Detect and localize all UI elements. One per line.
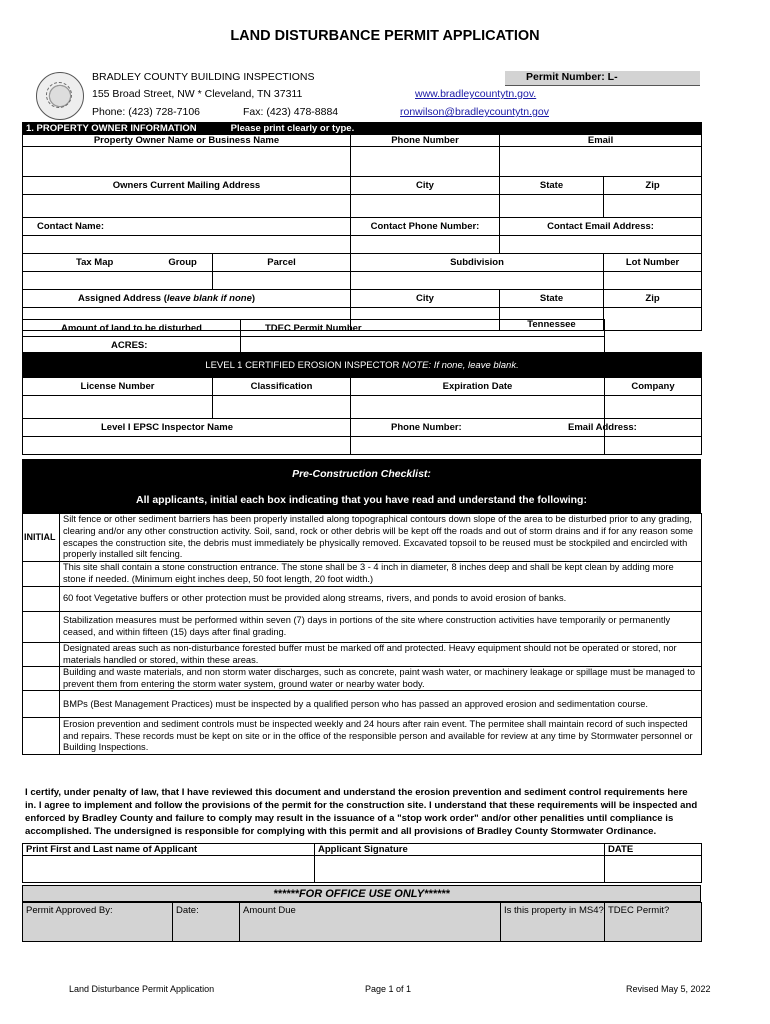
initial-label: INITIAL bbox=[23, 514, 60, 562]
property-owner-table bbox=[22, 122, 702, 331]
permit-number-field[interactable] bbox=[505, 71, 700, 86]
signature-label: Applicant Signature bbox=[315, 844, 605, 856]
state-field[interactable] bbox=[500, 195, 604, 218]
section1-heading: 1. PROPERTY OWNER INFORMATION Please print clearly or type. bbox=[23, 123, 702, 135]
parcel-label: Parcel bbox=[213, 254, 351, 272]
org-phone: Phone: (423) 728-7106 bbox=[92, 106, 200, 118]
checklist-item: This site shall contain a stone construction entrance. The stone shall be 3 - 4 inch in diameter, 8 inches deep and shall be kept clean by adding more stone if needed. (Minimum eight inches deep, 50 foot length, 20 foot width.) bbox=[60, 562, 702, 587]
print-name-field[interactable] bbox=[23, 856, 315, 883]
city-field[interactable] bbox=[351, 195, 500, 218]
approved-by-field[interactable] bbox=[23, 903, 173, 942]
email-label: Email bbox=[500, 135, 702, 147]
initial-box[interactable] bbox=[23, 587, 60, 612]
state2-label: State bbox=[500, 290, 604, 308]
mailing-address-field[interactable] bbox=[23, 195, 351, 218]
phone-number-field[interactable] bbox=[351, 147, 500, 177]
tax-map-group-labels: Tax Map Group bbox=[23, 254, 213, 272]
certification-statement: I certify, under penalty of law, that I have reviewed this document and understand the erosion prevention and sediment control requirements here in. I agree to implement and follow the provisions of the permit for the construction site. I understand that these requirements will be inspected and enforced by Bradley County and failure to comply may result in the issuance of a "stop work order" and/or other penalities until compliance is accomplished. The undersigned is responsible for complying with this permit and all provisions of Bradley County Stormwater Ordinance. bbox=[25, 787, 698, 837]
org-name: BRADLEY COUNTY BUILDING INSPECTIONS bbox=[92, 71, 315, 83]
expiration-field[interactable] bbox=[351, 396, 605, 419]
page-title: LAND DISTURBANCE PERMIT APPLICATION bbox=[230, 28, 540, 44]
tdec-label: TDEC Permit? bbox=[608, 905, 670, 916]
footer-page: Page 1 of 1 bbox=[365, 984, 412, 994]
city2-label: City bbox=[351, 290, 500, 308]
company-field[interactable] bbox=[605, 396, 702, 419]
email-link[interactable]: ronwilson@bradleycountytn.gov bbox=[400, 106, 549, 118]
contact-email-label: Contact Email Address: bbox=[500, 218, 702, 236]
contact-name-field[interactable] bbox=[23, 236, 351, 254]
checklist-table bbox=[22, 513, 702, 755]
inspector-phone-field[interactable] bbox=[351, 437, 605, 455]
amount-due-label: Amount Due bbox=[243, 905, 296, 916]
state-label: State bbox=[500, 177, 604, 195]
footer-revised: Revised May 5, 2022 bbox=[626, 984, 711, 994]
contact-email-field[interactable] bbox=[500, 236, 702, 254]
tax-map-group-field[interactable] bbox=[23, 272, 213, 290]
subdivision-field[interactable] bbox=[351, 272, 604, 290]
initial-box[interactable] bbox=[23, 562, 60, 587]
checklist-item: Building and waste materials, and non storm water discharges, such as concrete, paint wash water, or machinery leakage or spillage must be managed to prevent them from entering the storm water system, ground water or nearby water body. bbox=[60, 667, 702, 691]
owner-name-field[interactable] bbox=[23, 147, 351, 177]
checklist-item: Designated areas such as non-disturbance forested buffer must be marked off and protected. Heavy equipment should not be operated or stored, nor materials handled or stored, within these areas. bbox=[60, 643, 702, 667]
assigned-address-label: Assigned Address (leave blank if none) bbox=[23, 290, 351, 308]
inspector-email-label: Email Address: bbox=[605, 419, 702, 437]
checklist-item: Stabilization measures must be performed within seven (7) days in portions of the site where construction activities have temporarily or permanently ceased, and within fifteen (15) days after final grading. bbox=[60, 612, 702, 643]
org-address: 155 Broad Street, NW * Cleveland, TN 37311 bbox=[92, 88, 303, 100]
subdivision-label: Subdivision bbox=[351, 254, 604, 272]
initial-box[interactable] bbox=[23, 612, 60, 643]
classification-field[interactable] bbox=[213, 396, 351, 419]
date-label: DATE bbox=[605, 844, 702, 856]
phone-number-label: Phone Number bbox=[351, 135, 500, 147]
print-name-label: Print First and Last name of Applicant bbox=[23, 844, 315, 856]
inspector-name-field[interactable] bbox=[23, 437, 351, 455]
checklist-subheading: All applicants, initial each box indicating that you have read and understand the following: bbox=[136, 494, 587, 506]
signature-table bbox=[22, 843, 702, 883]
website-link[interactable]: www.bradleycountytn.gov. bbox=[415, 88, 537, 100]
office-date-label: Date: bbox=[176, 905, 199, 916]
inspector-email-field[interactable] bbox=[605, 437, 702, 455]
amount-land-label: Amount of land to be disturbed bbox=[23, 320, 241, 337]
contact-name-label: Contact Name: bbox=[23, 218, 351, 236]
inspector-phone-label: Phone Number: bbox=[351, 419, 605, 437]
mailing-address-label: Owners Current Mailing Address bbox=[23, 177, 351, 195]
checklist-item: Erosion prevention and sediment controls must be inspected weekly and 24 hours after rain event. The permitee shall maintain record of such inspected and repairs. These records must be kept on site or in the office of the responsible person and available for review at any time by Stormwater personnel or Building Inspections. bbox=[60, 718, 702, 755]
expiration-label: Expiration Date bbox=[351, 378, 605, 396]
city-label: City bbox=[351, 177, 500, 195]
license-field[interactable] bbox=[23, 396, 213, 419]
initial-box[interactable] bbox=[23, 643, 60, 667]
lot-number-field[interactable] bbox=[604, 272, 702, 290]
org-fax: Fax: (423) 478-8884 bbox=[243, 106, 339, 118]
tdec-permit-label: TDEC Permit Number bbox=[241, 320, 605, 337]
contact-phone-field[interactable] bbox=[351, 236, 500, 254]
approved-by-label: Permit Approved By: bbox=[26, 905, 113, 916]
checklist-item: 60 foot Vegetative buffers or other protection must be provided along streams, rivers, and ponds to avoid erosion of banks. bbox=[60, 587, 702, 612]
initial-box[interactable] bbox=[23, 718, 60, 755]
date-field[interactable] bbox=[605, 856, 702, 883]
acres-label: ACRES: bbox=[23, 337, 241, 355]
office-use-heading: ******FOR OFFICE USE ONLY****** bbox=[22, 885, 701, 902]
county-seal-logo bbox=[36, 72, 84, 120]
amount-due-field[interactable] bbox=[240, 903, 501, 942]
license-label: License Number bbox=[23, 378, 213, 396]
email-field[interactable] bbox=[500, 147, 702, 177]
classification-label: Classification bbox=[213, 378, 351, 396]
lot-number-label: Lot Number bbox=[604, 254, 702, 272]
ms4-field[interactable] bbox=[501, 903, 605, 942]
ms4-label: Is this property in MS4? bbox=[504, 905, 604, 916]
checklist-item: Silt fence or other sediment barriers has been properly installed along topographical contours down slope of the area to be disturbed prior to any grading, clearing and/or any other construction activity. Soil, sand, rock or other debris will be kept off the roads and out of storm drains and if for any reason some escapes the construction site, the debris must immediately be physically removed. Excavated topsoil to be reused must be stockpiled and encircled with properly installed silt fencing. bbox=[60, 514, 702, 562]
level1-heading: LEVEL 1 CERTIFIED EROSION INSPECTOR NOTE: If none, leave blank. bbox=[23, 353, 702, 378]
parcel-field[interactable] bbox=[213, 272, 351, 290]
initial-box[interactable] bbox=[23, 667, 60, 691]
owner-name-label: Property Owner Name or Business Name bbox=[23, 135, 351, 147]
footer-left: Land Disturbance Permit Application bbox=[69, 984, 215, 994]
checklist-item: BMPs (Best Management Practices) must be inspected by a qualified person who has passed an approved erosion and sedimentation course. bbox=[60, 691, 702, 718]
zip-field[interactable] bbox=[604, 195, 702, 218]
checklist-heading: Pre-Construction Checklist: bbox=[292, 468, 431, 480]
permit-number-label: Permit Number: L- bbox=[526, 71, 618, 83]
state2-value: Tennessee bbox=[500, 308, 604, 331]
zip-label: Zip bbox=[604, 177, 702, 195]
initial-box[interactable] bbox=[23, 691, 60, 718]
level1-inspector-table bbox=[22, 352, 702, 455]
inspector-name-label: Level I EPSC Inspector Name bbox=[23, 419, 351, 437]
contact-phone-label: Contact Phone Number: bbox=[351, 218, 500, 236]
signature-field[interactable] bbox=[315, 856, 605, 883]
checklist-header bbox=[22, 459, 701, 513]
zip2-label: Zip bbox=[604, 290, 702, 308]
office-date-field[interactable] bbox=[173, 903, 240, 942]
company-label: Company bbox=[605, 378, 702, 396]
office-use-table bbox=[22, 902, 702, 942]
tdec-field[interactable] bbox=[605, 903, 702, 942]
land-amount-table bbox=[22, 319, 702, 355]
